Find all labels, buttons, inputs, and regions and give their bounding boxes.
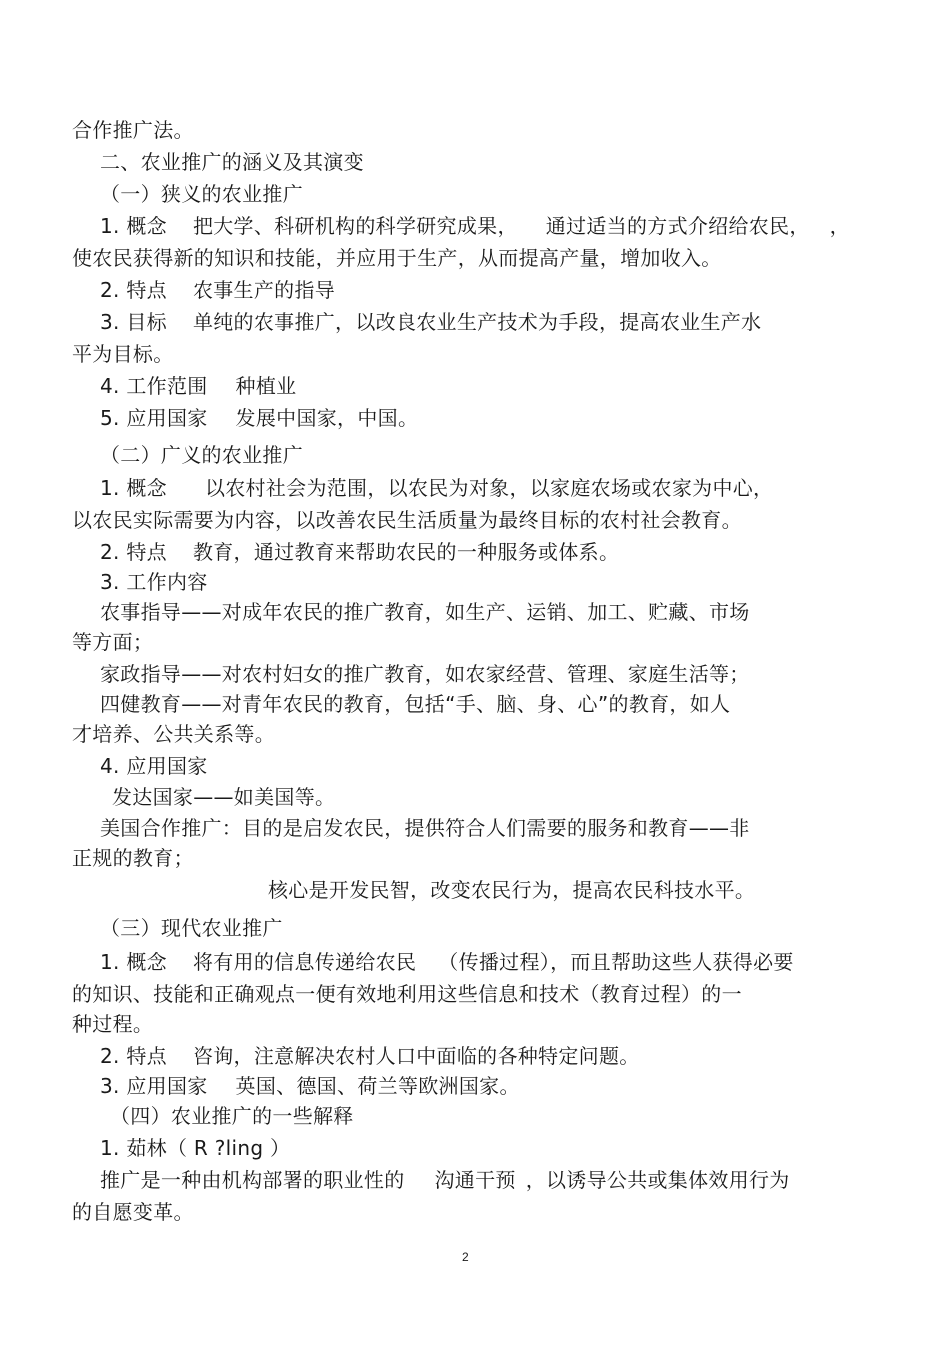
subsection-heading xyxy=(100,181,303,207)
line-text: 通过适当的方式介绍给农民， xyxy=(545,214,810,238)
line-text: 咨询，注意解决农村人口中面临的各种特定问题。 xyxy=(192,1044,640,1068)
line-label: 5. 应用国家 xyxy=(100,406,208,430)
line-text: 沟通干预 xyxy=(434,1168,516,1192)
text-line xyxy=(72,629,153,655)
line-text: 4. 应用国家 xyxy=(100,754,208,778)
line-text: 四健教育——对青年农民的教育，包括“手、脑、身、心”的教育，如人 xyxy=(100,692,731,716)
line-label: 1. 概念 xyxy=(100,214,167,238)
line-text: 家政指导——对农村妇女的推广教育，如农家经营、管理、家庭生活等； xyxy=(100,662,750,686)
line-text: 美国合作推广：目的是启发农民，提供符合人们需要的服务和教育——非 xyxy=(100,816,750,840)
text-line xyxy=(100,691,730,717)
text-line xyxy=(100,1043,640,1069)
text-line xyxy=(72,721,275,747)
line-label: 3. 目标 xyxy=(100,310,167,334)
line-text: 以农民实际需要为内容，以改善农民生活质量为最终目标的农村社会教育。 xyxy=(72,508,742,532)
text-line xyxy=(100,475,773,501)
text-line xyxy=(100,949,794,975)
text-line xyxy=(268,877,755,903)
line-text: 单纯的农事推广，以改良农业生产技术为手段，提高农业生产水 xyxy=(192,310,762,334)
text-line xyxy=(100,815,750,841)
text-line xyxy=(100,309,761,335)
text-line xyxy=(100,277,335,303)
subsection-heading xyxy=(100,915,283,941)
line-text: 才培养、公共关系等。 xyxy=(72,722,275,746)
line-text: 把大学、科研机构的科学研究成果， xyxy=(192,214,518,238)
line-text: 发达国家——如美国等。 xyxy=(112,785,336,809)
line-text: 使农民获得新的知识和技能，并应用于生产，从而提高产量，增加收入。 xyxy=(72,246,722,270)
line-text: 的自愿变革。 xyxy=(72,1200,194,1224)
text-line xyxy=(100,1073,520,1099)
subsection-heading xyxy=(110,1103,354,1129)
line-text: 平为目标。 xyxy=(72,342,174,366)
line-text: （四）农业推广的一些解释 xyxy=(110,1104,354,1128)
line-text: 农事指导——对成年农民的推广教育，如生产、运销、加工、贮藏、市场 xyxy=(100,600,750,624)
line-text: （一）狭义的农业推广 xyxy=(100,182,303,206)
text-line xyxy=(112,784,335,810)
line-text: 正规的教育； xyxy=(72,846,194,870)
line-text: ，以诱导公共或集体效用行为 xyxy=(525,1168,790,1192)
line-text: ， xyxy=(829,214,850,238)
line-text: 发展中国家，中国。 xyxy=(235,406,419,430)
text-line xyxy=(100,539,619,565)
text-line xyxy=(100,1135,290,1161)
line-label: 1. 概念 xyxy=(100,950,167,974)
text-line xyxy=(72,507,742,533)
line-text: 推广是一种由机构部署的职业性的 xyxy=(100,1168,405,1192)
subsection-heading xyxy=(100,442,303,468)
line-text: 种过程。 xyxy=(72,1012,154,1036)
text-line xyxy=(72,341,174,367)
line-text: 以农村社会为范围，以农民为对象，以家庭农场或农家为中心， xyxy=(204,476,774,500)
line-label: 4. 工作范围 xyxy=(100,374,208,398)
line-text: 将有用的信息传递给农民 xyxy=(192,950,417,974)
line-label: 2. 特点 xyxy=(100,1044,167,1068)
text-line xyxy=(72,845,194,871)
line-label: 3. 应用国家 xyxy=(100,1074,208,1098)
text-line xyxy=(72,245,722,271)
text-line xyxy=(72,117,194,143)
line-label: 1. 概念 xyxy=(100,476,167,500)
line-text: （二）广义的农业推广 xyxy=(100,443,303,467)
line-text: 合作推广法。 xyxy=(72,118,194,142)
line-text: 英国、德国、荷兰等欧洲国家。 xyxy=(235,1074,520,1098)
text-line xyxy=(100,753,208,779)
page-number: 2 xyxy=(462,1250,469,1264)
text-line xyxy=(100,213,850,239)
line-text: 核心是开发民智，改变农民行为，提高农民科技水平。 xyxy=(268,878,756,902)
text-line xyxy=(72,1011,153,1037)
line-text: 1. 茹林（ R ?ling ） xyxy=(100,1136,291,1160)
line-text: 二、农业推广的涵义及其演变 xyxy=(100,150,364,174)
line-label: 2. 特点 xyxy=(100,540,167,564)
text-line xyxy=(100,661,750,687)
text-line xyxy=(72,981,742,1007)
line-text: （传播过程），而且帮助这些人获得必要 xyxy=(438,950,794,974)
line-label: 2. 特点 xyxy=(100,278,167,302)
section-heading xyxy=(100,149,364,175)
line-text: 3. 工作内容 xyxy=(100,570,208,594)
line-text: 等方面； xyxy=(72,630,154,654)
text-line xyxy=(100,1167,790,1193)
line-text: 种植业 xyxy=(235,374,297,398)
text-line xyxy=(100,373,296,399)
text-line xyxy=(100,405,418,431)
line-text: （三）现代农业推广 xyxy=(100,916,283,940)
line-text: 的知识、技能和正确观点一便有效地利用这些信息和技术（教育过程）的一 xyxy=(72,982,742,1006)
line-text: 教育，通过教育来帮助农民的一种服务或体系。 xyxy=(192,540,620,564)
text-line xyxy=(100,569,208,595)
text-line xyxy=(100,599,750,625)
line-text: 农事生产的指导 xyxy=(192,278,336,302)
text-line xyxy=(72,1199,194,1225)
